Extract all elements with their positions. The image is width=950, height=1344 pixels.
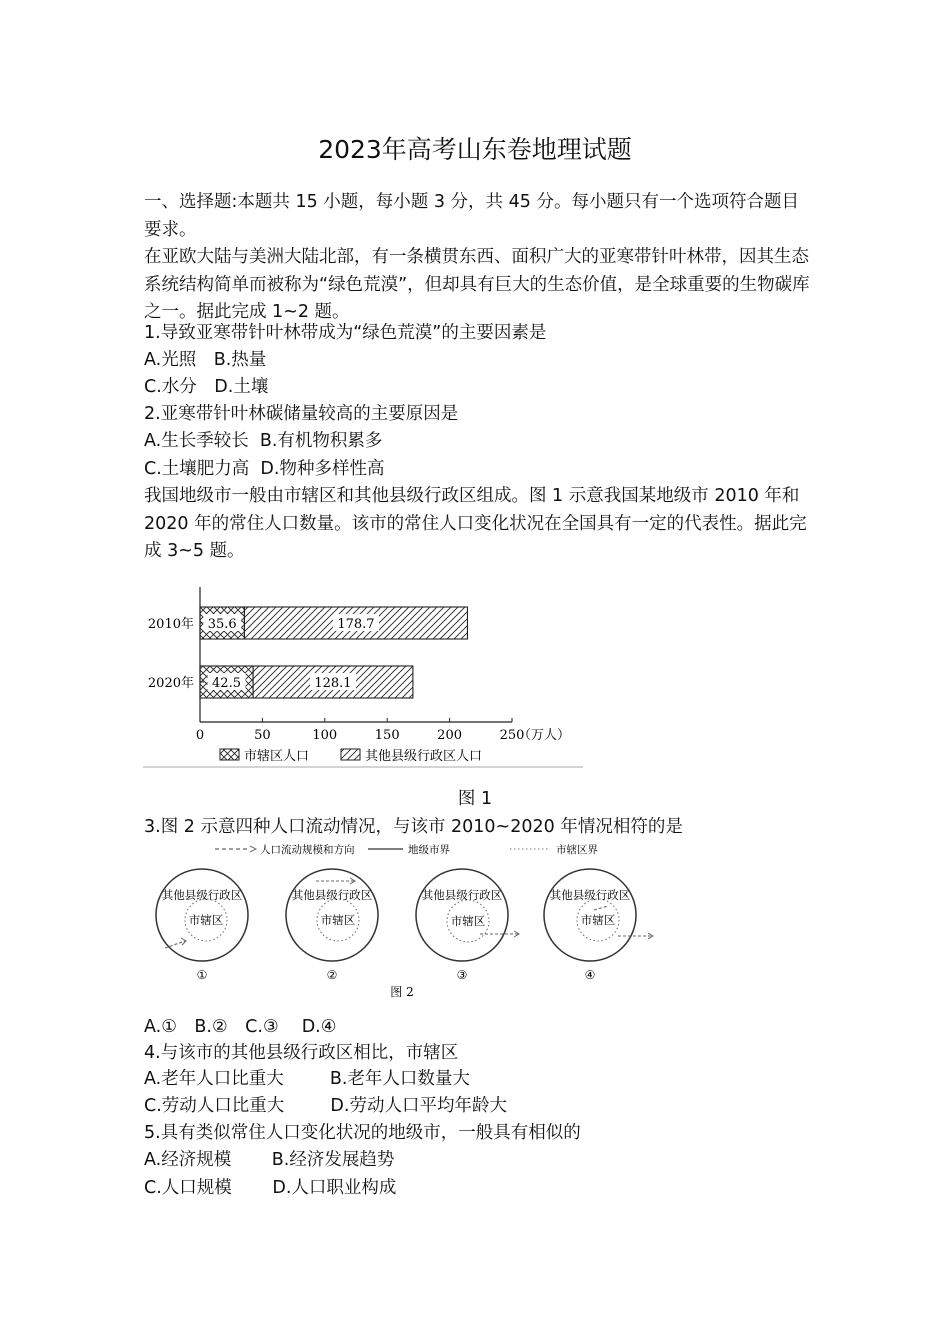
data-label: 35.6 bbox=[207, 617, 237, 632]
x-tick-label: 150 bbox=[374, 728, 400, 743]
panel-4-inner-label: 市辖区 bbox=[580, 913, 616, 927]
section-intro: 一、选择题:本题共 15 小题，每小题 3 分，共 45 分。每小题只有一个选项符合题目要求。 bbox=[144, 192, 799, 240]
x-tick-label: 100 bbox=[312, 728, 338, 743]
panel-2-inner-label: 市辖区 bbox=[320, 913, 356, 927]
panel-3-outer-label: 其他县级行政区 bbox=[421, 888, 503, 902]
panel-1-number: ① bbox=[196, 968, 208, 982]
legend-swatch-series-2 bbox=[341, 749, 360, 760]
category-label: 2020年 bbox=[147, 676, 194, 691]
panel-1-outer-label: 其他县级行政区 bbox=[161, 888, 243, 902]
question-2-options-row2: C.土壤肥力高 D.物种多样性高 bbox=[144, 459, 385, 479]
data-label: 178.7 bbox=[337, 617, 375, 632]
legend-city-boundary-label: 地级市界 bbox=[408, 844, 450, 856]
legend-district-boundary-label: 市辖区界 bbox=[556, 844, 598, 856]
legend-label-series-2: 其他县级行政区人口 bbox=[365, 749, 483, 764]
x-tick-label: 0 bbox=[195, 728, 205, 743]
panel-2-outer-label: 其他县级行政区 bbox=[291, 888, 373, 902]
x-tick-label: 200 bbox=[437, 728, 463, 743]
figure-2-caption: 图 2 bbox=[390, 985, 414, 999]
legend-label-series-1: 市辖区人口 bbox=[244, 749, 310, 764]
figure-1-caption: 图 1 bbox=[457, 789, 493, 809]
x-tick-label: 50 bbox=[254, 728, 271, 743]
panel-1 bbox=[156, 869, 248, 982]
question-4-options-row2: C.劳动人口比重大 D.劳动人口平均年龄大 bbox=[144, 1096, 507, 1116]
exam-title: 2023年高考山东卷地理试题 bbox=[318, 135, 632, 164]
question-5-options-row1: A.经济规模 B.经济发展趋势 bbox=[144, 1150, 395, 1170]
question-1-stem: 1.导致亚寒带针叶林带成为“绿色荒漠”的主要因素是 bbox=[144, 323, 547, 343]
question-5-stem: 5.具有类似常住人口变化状况的地级市，一般具有相似的 bbox=[144, 1123, 581, 1143]
data-label: 128.1 bbox=[314, 676, 352, 691]
question-2-stem: 2.亚寒带针叶林碳储量较高的主要原因是 bbox=[144, 404, 459, 424]
question-4-options-row1: A.老年人口比重大 B.老年人口数量大 bbox=[144, 1069, 470, 1089]
passage-2: 我国地级市一般由市辖区和其他县级行政区组成。图 1 示意我国某地级市 2010 年和 2020 年的常住人口数量。该市的常住人口变化状况在全国具有一定的代表性。据此完成 3~5 题。 bbox=[144, 486, 807, 561]
question-5-options-row2: C.人口规模 D.人口职业构成 bbox=[144, 1178, 397, 1198]
data-label: 42.5 bbox=[212, 676, 241, 691]
x-axis-unit: （万人） bbox=[518, 728, 571, 743]
panel-3-number: ③ bbox=[456, 968, 468, 982]
question-3-options: A.① B.② C.③ D.④ bbox=[144, 1017, 337, 1037]
question-4-stem: 4.与该市的其他县级行政区相比，市辖区 bbox=[144, 1043, 459, 1063]
question-2-options-row1: A.生长季较长 B.有机物积累多 bbox=[144, 431, 383, 451]
passage-1: 在亚欧大陆与美洲大陆北部，有一条横贯东西、面积广大的亚寒带针叶林带，因其生态系统结构简单而被称为“绿色荒漠”，但却具有巨大的生态价值，是全球重要的生物碳库之一。据此完成 1~2 题。 bbox=[144, 247, 810, 322]
panel-4-number: ④ bbox=[584, 968, 596, 982]
question-1-options-row1: A.光照 B.热量 bbox=[144, 350, 267, 370]
x-tick-label: 250 bbox=[499, 728, 525, 743]
panel-3 bbox=[416, 869, 519, 982]
panel-1-inner-label: 市辖区 bbox=[188, 913, 224, 927]
figure-2-diagram bbox=[140, 840, 660, 1005]
panel-4-flow-arrow-in bbox=[594, 906, 608, 910]
legend-swatch-series-1 bbox=[220, 749, 239, 760]
figure-1-chart bbox=[140, 575, 590, 775]
legend-flow-label: 人口流动规模和方向 bbox=[260, 844, 355, 856]
panel-4 bbox=[544, 869, 653, 982]
panel-4-outer-label: 其他县级行政区 bbox=[549, 888, 631, 902]
panel-3-inner-label: 市辖区 bbox=[450, 914, 486, 928]
category-label: 2010年 bbox=[147, 617, 194, 632]
panel-2 bbox=[286, 869, 378, 982]
question-1-options-row2: C.水分 D.土壤 bbox=[144, 377, 269, 397]
panel-2-number: ② bbox=[326, 968, 338, 982]
legend-flow-arrowhead bbox=[250, 846, 256, 852]
panel-1-flow-arrowhead bbox=[181, 938, 186, 945]
question-3-stem: 3.图 2 示意四种人口流动情况，与该市 2010~2020 年情况相符的是 bbox=[144, 817, 683, 837]
